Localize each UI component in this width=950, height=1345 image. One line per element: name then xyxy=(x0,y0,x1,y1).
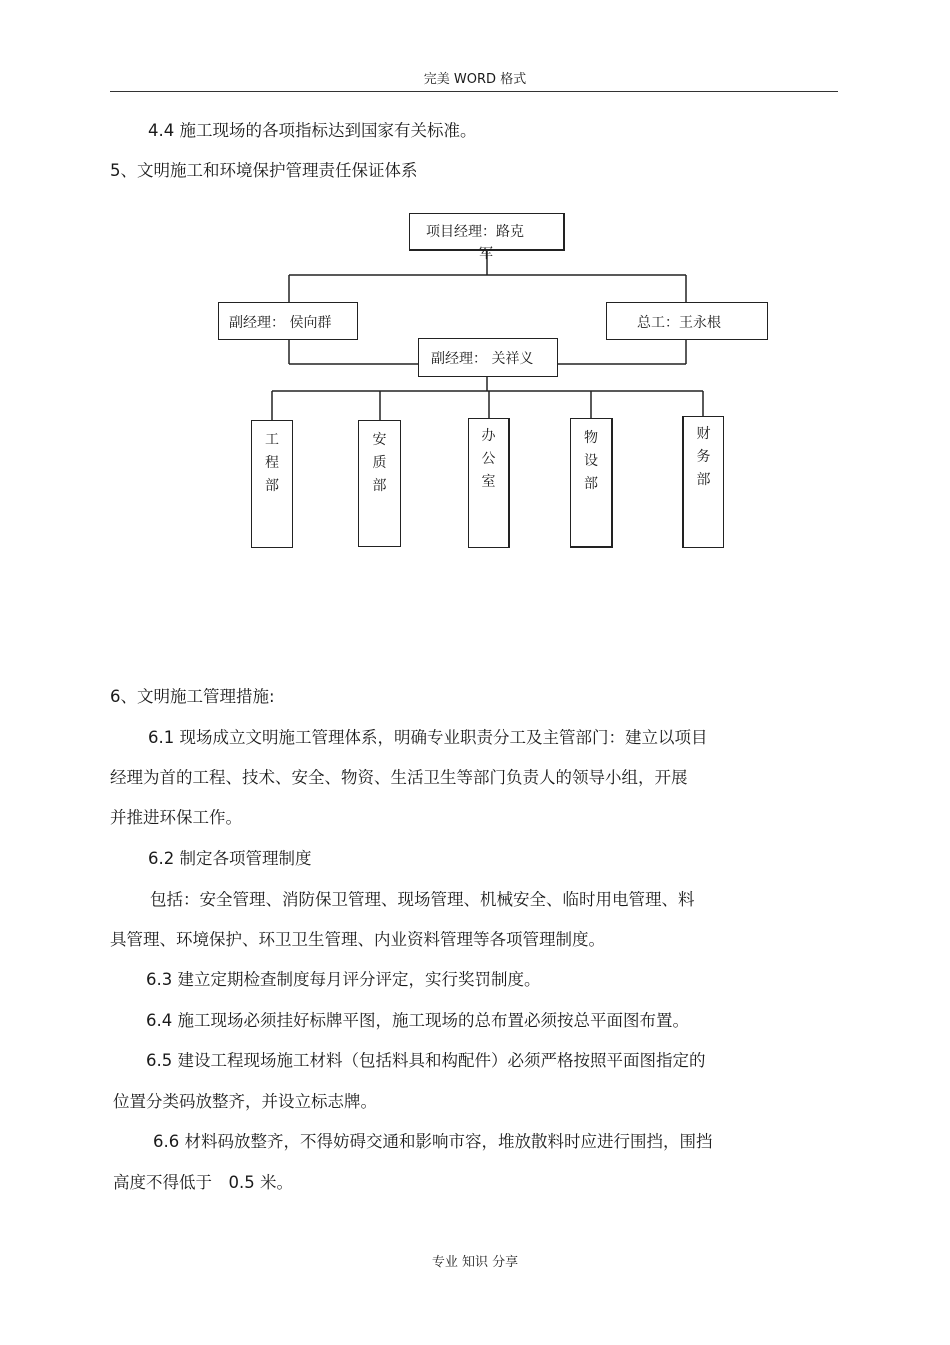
paragraph-6-1-line-1: 6.1 现场成立文明施工管理体系，明确专业职责分工及主管部门：建立以项目 xyxy=(148,728,708,747)
dept-char: 设 xyxy=(584,453,598,469)
org-box-dept-engineering xyxy=(251,420,293,548)
paragraph-6-5-line-2: 位置分类码放整齐，并设立标志牌。 xyxy=(113,1092,377,1111)
org-box-deputy-manager-1 xyxy=(218,302,358,340)
dept-char: 室 xyxy=(481,474,496,490)
org-box-project-manager xyxy=(409,213,565,262)
dept-char: 质 xyxy=(372,455,387,471)
paragraph-6-6-line-1: 6.6 材料码放整齐，不得妨碍交通和影响市容，堆放散料时应进行围挡，围挡 xyxy=(153,1132,713,1151)
paragraph-6-4: 6.4 施工现场必须挂好标牌平图，施工现场的总布置必须按总平面图布置。 xyxy=(146,1011,689,1030)
paragraph-6-3: 6.3 建立定期检查制度每月评分评定，实行奖罚制度。 xyxy=(146,970,541,989)
dept-char: 务 xyxy=(696,449,711,465)
dept-char: 安 xyxy=(372,432,387,448)
paragraph-6-5-line-1: 6.5 建设工程现场施工材料（包括料具和构配件）必须严格按照平面图指定的 xyxy=(146,1051,706,1070)
dept-char: 财 xyxy=(696,426,711,442)
org-label-project-manager: 项目经理：路克 xyxy=(426,224,524,240)
dept-char: 物 xyxy=(584,430,598,446)
paragraph-6-1-line-2: 经理为首的工程、技术、安全、物资、生活卫生等部门负责人的领导小组，开展 xyxy=(110,768,688,787)
section-heading-5: 5、文明施工和环境保护管理责任保证体系 xyxy=(110,161,418,180)
paragraph-4-4: 4.4 施工现场的各项指标达到国家有关标准。 xyxy=(148,121,477,140)
dept-char: 部 xyxy=(265,478,279,494)
org-label-deputy-manager-2: 副经理： 关祥义 xyxy=(431,351,534,367)
section-heading-6: 6、文明施工管理措施: xyxy=(110,687,275,706)
org-box-deputy-manager-2 xyxy=(418,338,558,377)
dept-char: 公 xyxy=(481,451,496,467)
page-header: 完美 WORD 格式 xyxy=(423,72,527,87)
page-footer: 专业 知识 分享 xyxy=(431,1255,519,1270)
org-box-dept-materials xyxy=(570,418,613,548)
paragraph-6-2-detail-line-2: 具管理、环境保护、环卫卫生管理、内业资料管理等各项管理制度。 xyxy=(110,930,605,949)
dept-char: 部 xyxy=(584,476,598,492)
paragraph-6-2-detail-line-1: 包括：安全管理、消防保卫管理、现场管理、机械安全、临时用电管理、料 xyxy=(150,890,695,909)
dept-char: 工 xyxy=(265,432,279,448)
dept-char: 程 xyxy=(265,455,279,471)
dept-char: 办 xyxy=(481,428,496,444)
org-label-deputy-manager-1: 副经理： 侯向群 xyxy=(229,315,332,331)
paragraph-6-6-line-2: 高度不得低于 0.5 米。 xyxy=(113,1173,293,1192)
org-label-project-manager-cont: 军 xyxy=(479,246,493,262)
paragraph-6-2: 6.2 制定各项管理制度 xyxy=(148,849,312,868)
org-label-chief-engineer: 总工：王永根 xyxy=(637,315,721,331)
paragraph-6-1-line-3: 并推进环保工作。 xyxy=(110,808,242,827)
org-box-dept-finance xyxy=(682,416,724,548)
dept-char: 部 xyxy=(372,478,387,494)
dept-char: 部 xyxy=(696,472,711,488)
org-box-dept-safety-quality xyxy=(358,420,401,547)
org-box-chief-engineer xyxy=(606,302,768,340)
org-box-dept-office xyxy=(468,418,510,548)
